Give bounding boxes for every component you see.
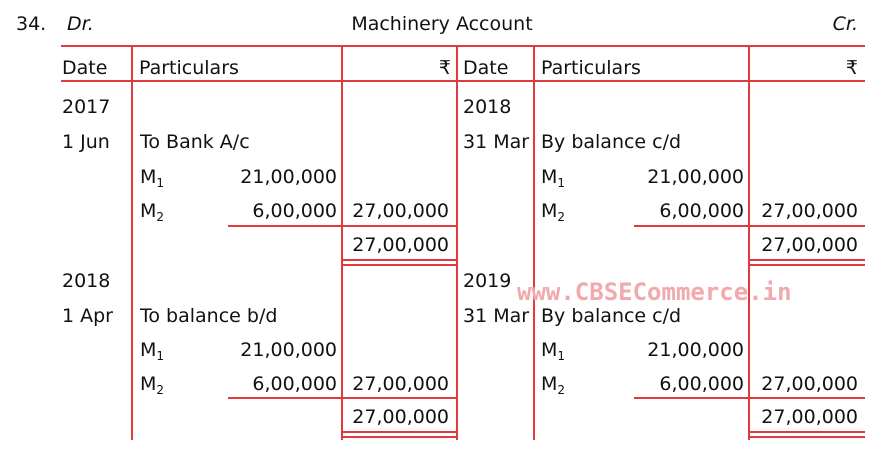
entry-date: 31 Mar (463, 131, 530, 153)
item-amount: 6,00,000 (659, 373, 744, 395)
entry-total: 27,00,000 (352, 373, 449, 395)
entry-date: 31 Mar (463, 305, 530, 327)
entry-particular: To balance b/d (140, 305, 278, 327)
item-name: M (140, 339, 157, 361)
debit-total-double-rule-2a (343, 431, 456, 433)
debit-total-double-rule-2b (343, 436, 456, 438)
entry-particular: By balance c/d (541, 131, 682, 153)
entry-year: 2019 (463, 270, 512, 292)
credit-side-label: Cr. (832, 13, 858, 35)
item-subscript: 2 (557, 383, 566, 397)
entry-year: 2018 (62, 270, 111, 292)
item-label (140, 200, 164, 224)
entry-total: 27,00,000 (761, 200, 858, 222)
item-subscript: 1 (557, 176, 566, 190)
item-amount: 21,00,000 (240, 166, 337, 188)
item-label (541, 339, 565, 363)
entry-year: 2018 (463, 96, 512, 118)
item-label (140, 166, 164, 190)
item-subscript: 1 (156, 176, 165, 190)
account-balance-total: 27,00,000 (352, 234, 449, 256)
center-divider (456, 45, 458, 440)
debit-date-header: Date (62, 57, 108, 79)
credit-total-double-rule-b (750, 264, 865, 266)
item-name: M (140, 166, 157, 188)
header-top-rule (61, 45, 865, 47)
item-name: M (541, 166, 558, 188)
entry-date: 1 Jun (62, 131, 110, 153)
credit-total-double-rule-a (750, 259, 865, 261)
entry-year: 2017 (62, 96, 111, 118)
debit-particulars-header: Particulars (139, 57, 239, 79)
item-name: M (541, 200, 558, 222)
item-amount: 21,00,000 (240, 339, 337, 361)
item-amount: 6,00,000 (659, 200, 744, 222)
item-label (541, 200, 565, 224)
debit-subtotal-rule (228, 225, 456, 227)
credit-subtotal-rule-2 (634, 397, 865, 399)
item-name: M (541, 339, 558, 361)
item-amount: 6,00,000 (252, 200, 337, 222)
item-subscript: 2 (156, 210, 165, 224)
item-name: M (541, 373, 558, 395)
debit-date-divider (131, 45, 133, 440)
question-number: 34. (16, 13, 47, 35)
entry-total: 27,00,000 (352, 200, 449, 222)
watermark: www.CBSECommerce.in (517, 278, 792, 306)
item-subscript: 1 (557, 349, 566, 363)
item-label (541, 166, 565, 190)
debit-amount-header: ₹ (438, 57, 451, 79)
entry-date: 1 Apr (62, 305, 113, 327)
account-balance-total: 27,00,000 (761, 406, 858, 428)
credit-total-double-rule-2a (750, 431, 865, 433)
debit-amount-divider (341, 45, 343, 440)
item-amount: 6,00,000 (252, 373, 337, 395)
credit-amount-header: ₹ (845, 57, 858, 79)
item-name: M (140, 373, 157, 395)
debit-total-double-rule-a (343, 259, 456, 261)
item-label (541, 373, 565, 397)
credit-total-double-rule-2b (750, 436, 865, 438)
item-subscript: 2 (156, 383, 165, 397)
debit-total-double-rule-b (343, 264, 456, 266)
item-label (140, 373, 164, 397)
header-bottom-rule (61, 80, 865, 82)
item-label (140, 339, 164, 363)
credit-date-header: Date (463, 57, 509, 79)
item-amount: 21,00,000 (647, 339, 744, 361)
credit-amount-divider (748, 45, 750, 440)
debit-side-label: Dr. (67, 13, 94, 35)
item-subscript: 2 (557, 210, 566, 224)
item-name: M (140, 200, 157, 222)
entry-total: 27,00,000 (761, 373, 858, 395)
entry-particular: By balance c/d (541, 305, 682, 327)
account-title: Machinery Account (351, 13, 533, 35)
account-balance-total: 27,00,000 (761, 234, 858, 256)
entry-particular: To Bank A/c (140, 131, 250, 153)
item-subscript: 1 (156, 349, 165, 363)
item-amount: 21,00,000 (647, 166, 744, 188)
credit-subtotal-rule (634, 225, 865, 227)
credit-particulars-header: Particulars (541, 57, 641, 79)
debit-subtotal-rule-2 (228, 397, 456, 399)
account-balance-total: 27,00,000 (352, 406, 449, 428)
credit-date-divider (533, 45, 535, 440)
